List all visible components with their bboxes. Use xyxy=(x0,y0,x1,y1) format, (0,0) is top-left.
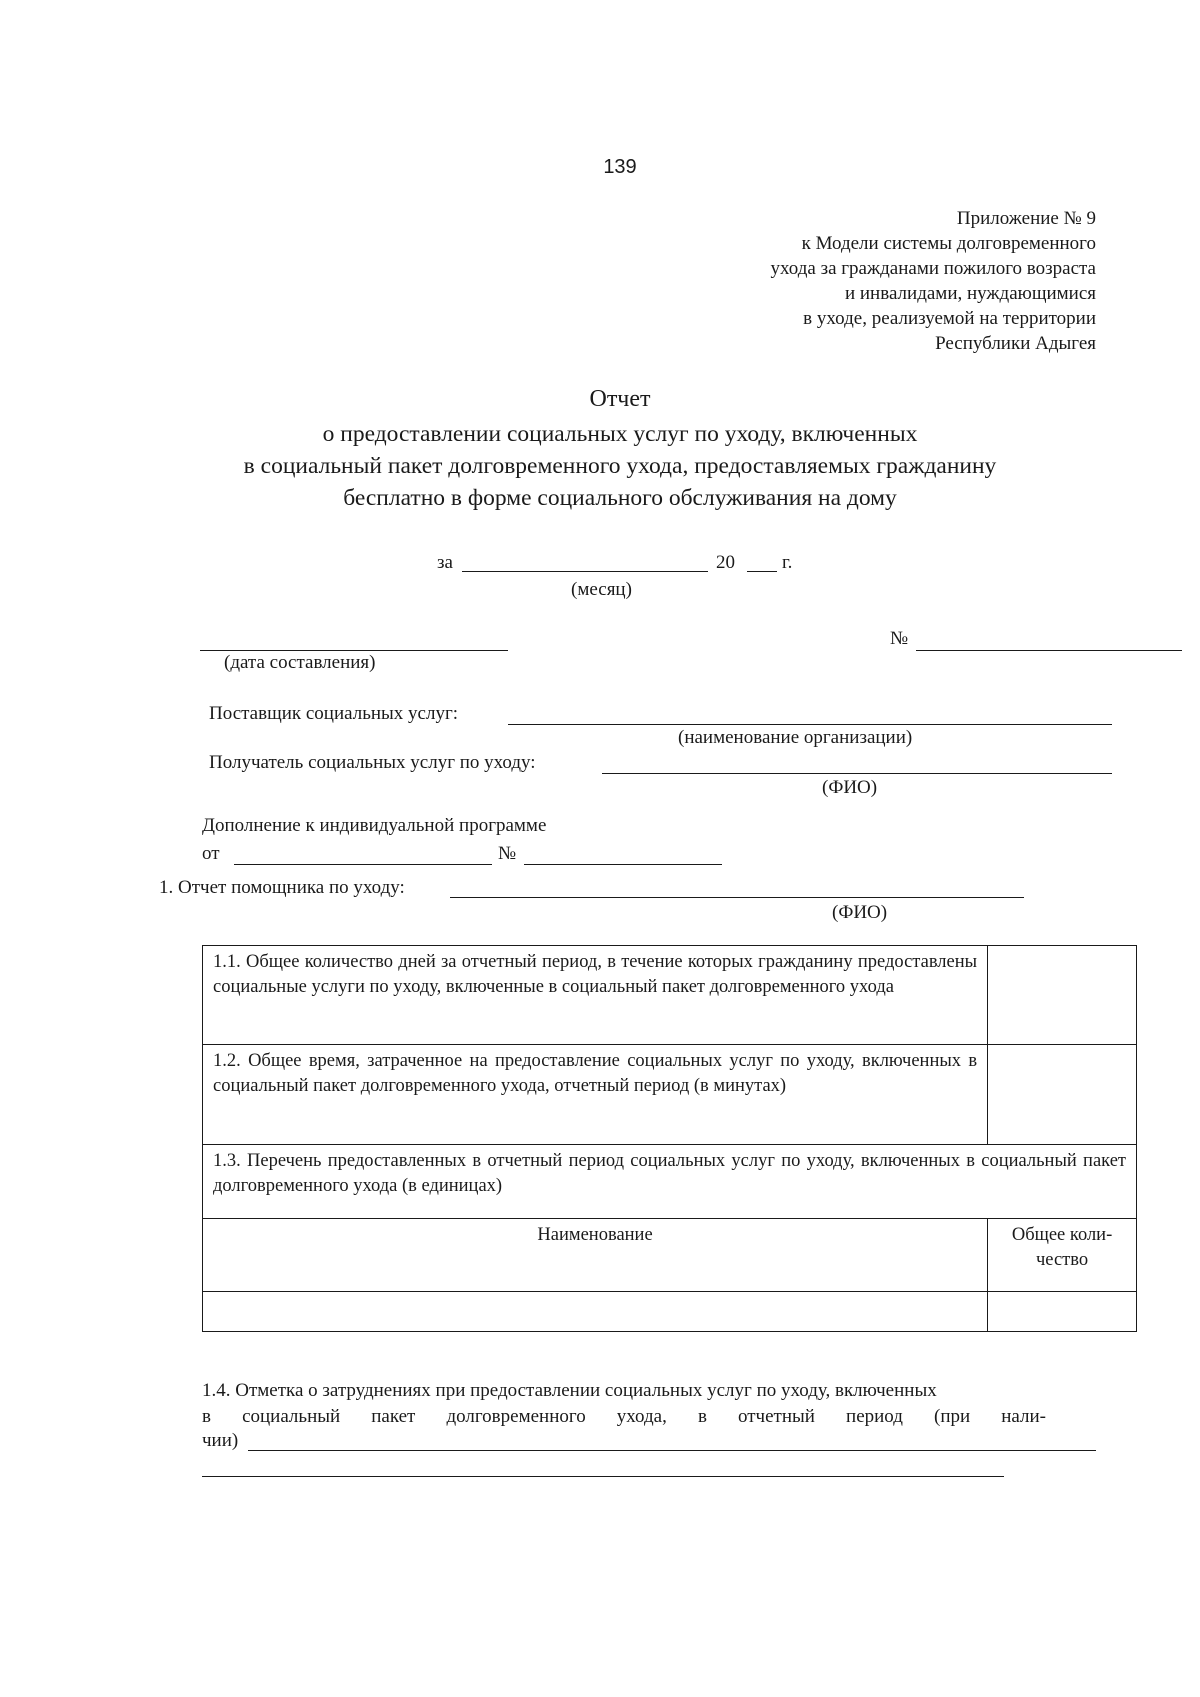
difficulties-line-2 xyxy=(202,1404,1046,1430)
row-1-1-value-cell[interactable] xyxy=(988,946,1137,1045)
provider-field[interactable] xyxy=(508,724,1112,725)
page-number: 139 xyxy=(603,156,637,178)
difficulties-field[interactable] xyxy=(248,1450,1096,1451)
supplement-date-field[interactable] xyxy=(234,864,492,865)
month-caption: (месяц) xyxy=(571,579,632,600)
word: период xyxy=(846,1406,903,1427)
date-field[interactable] xyxy=(200,650,508,651)
number-sign: № xyxy=(890,628,909,649)
difficulties-line-1: 1.4. Отметка о затруднениях при предоставлении социальных услуг по уходу, включенных xyxy=(202,1380,937,1401)
provider-caption: (наименование организации) xyxy=(678,727,913,748)
subtitle-line: в социальный пакет долговременного ухода, предоставляемых гражданину xyxy=(243,453,997,479)
assistant-caption: (ФИО) xyxy=(832,902,888,923)
supplement-number-field[interactable] xyxy=(524,864,722,865)
word: в xyxy=(697,1406,707,1427)
supplement-number-sign: № xyxy=(498,843,517,864)
assistant-field[interactable] xyxy=(450,897,1024,898)
appendix-block xyxy=(640,206,1096,356)
document-title: Отчет xyxy=(589,386,651,412)
supplement-label: Дополнение к индивидуальной программе xyxy=(202,815,547,836)
service-qty-cell[interactable] xyxy=(988,1292,1137,1332)
recipient-caption: (ФИО) xyxy=(822,777,878,798)
col-qty-header-line: Общее коли- xyxy=(1011,1225,1113,1245)
word: (при xyxy=(934,1406,971,1427)
number-field[interactable] xyxy=(916,650,1182,651)
table-header-row xyxy=(203,1219,1137,1292)
document-subtitle xyxy=(0,418,1200,514)
row-1-2-text: 1.2. Общее время, затраченное на предоставление социальных услуг по уходу, включенных в социальный пакет долговременного ухода, отчетный период (в минутах) xyxy=(203,1045,988,1145)
recipient-label: Получатель социальных услуг по уходу: xyxy=(209,752,536,773)
appendix-line: ухода за гражданами пожилого возраста xyxy=(770,258,1096,279)
word: социальный xyxy=(242,1406,341,1427)
row-1-2-value-cell[interactable] xyxy=(988,1045,1137,1145)
table-row xyxy=(203,946,1137,1045)
word: в xyxy=(202,1406,211,1427)
month-field[interactable] xyxy=(462,571,708,572)
row-1-3-text: 1.3. Перечень предоставленных в отчетный период социальных услуг по уходу, включенных в социальный пакет долговременного ухода (в единицах) xyxy=(203,1145,1137,1219)
row-1-1-text: 1.1. Общее количество дней за отчетный период, в течение которых гражданину предоставлены социальные услуги по уходу, включенные в социальный пакет долговременного ухода xyxy=(203,946,988,1045)
word: ухода, xyxy=(616,1406,667,1427)
col-qty-header-line: чество xyxy=(1035,1250,1089,1270)
service-name-cell[interactable] xyxy=(203,1292,988,1332)
table-row xyxy=(203,1045,1137,1145)
year-suffix: г. xyxy=(782,552,793,573)
subtitle-line: о предоставлении социальных услуг по уходу, включенных xyxy=(322,421,918,447)
appendix-line: к Модели системы долговременного xyxy=(801,233,1096,254)
report-table xyxy=(202,945,1137,1332)
appendix-line: Приложение № 9 xyxy=(956,208,1096,229)
appendix-line: и инвалидами, нуждающимися xyxy=(844,283,1096,304)
difficulties-field-2[interactable] xyxy=(202,1476,1004,1477)
word: отчетный xyxy=(738,1406,815,1427)
col-qty-header xyxy=(988,1219,1137,1292)
appendix-line: в уходе, реализуемой на территории xyxy=(803,308,1096,329)
appendix-line: Республики Адыгея xyxy=(935,333,1096,354)
subtitle-line: бесплатно в форме социального обслуживания на дому xyxy=(343,485,897,511)
word: нали- xyxy=(1001,1406,1046,1427)
date-caption: (дата составления) xyxy=(224,652,376,673)
table-row xyxy=(203,1145,1137,1219)
period-prefix: за xyxy=(437,552,453,573)
table-row xyxy=(203,1292,1137,1332)
year-field[interactable] xyxy=(747,571,777,572)
recipient-field[interactable] xyxy=(602,773,1112,774)
col-name-header: Наименование xyxy=(203,1219,988,1292)
word: пакет xyxy=(371,1406,416,1427)
provider-label: Поставщик социальных услуг: xyxy=(209,703,459,724)
year-prefix: 20 xyxy=(716,552,735,573)
supplement-from: от xyxy=(202,843,220,864)
assistant-label: 1. Отчет помощника по уходу: xyxy=(159,877,405,898)
word: долговременного xyxy=(446,1406,586,1427)
difficulties-line-3-prefix: чии) xyxy=(202,1430,239,1451)
